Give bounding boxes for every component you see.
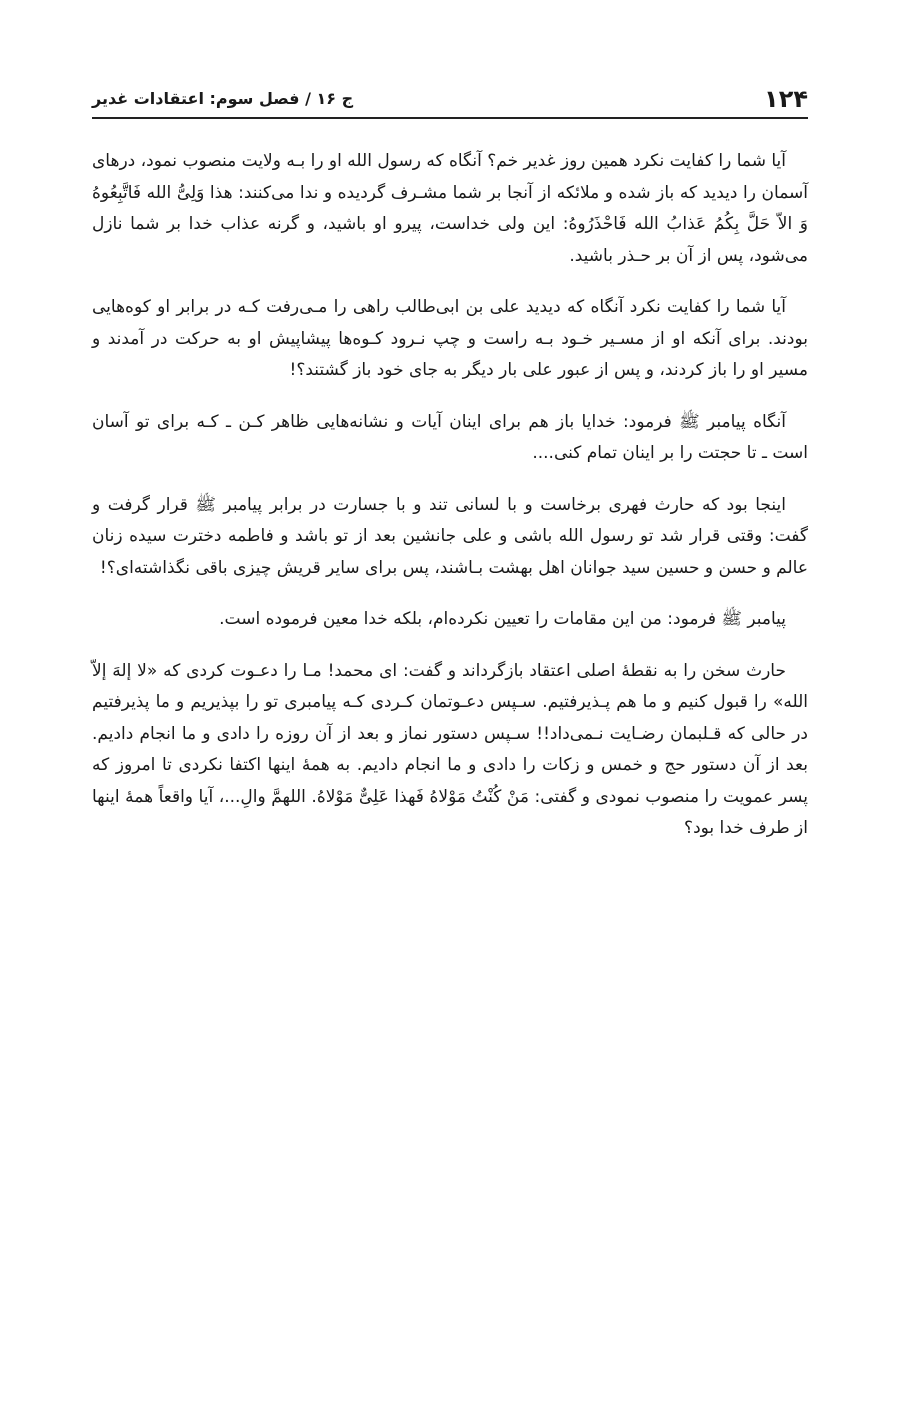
book-page — [92, 0, 808, 1405]
paragraph: حارث سخن را به نقطهٔ اصلی اعتقاد بازگرداند و گفت: ای محمد! مـا را دعـوت کردی که «لا إلهَ إلاّ الله» را قبول کنیم و ما هم پـذیرفتیم. سـپس دعـوتمان کـردی کـه پیامبری تو را بپذیریم و ما پذیرفتیم در حالی که قـلبمان رضـایت نـمی‌داد!! سـپس دستور نماز و بعد از آن روزه را دادی و ما انجام دادیم. بعد از آن دستور حج و خمس و زکات را دادی و ما انجام دادیم. به همهٔ اینها اکتفا نکردی تا امروز که پسر عمویت را منصوب نمودی و گفتی: مَنْ کُنْتُ مَوْلاهُ فَهذا عَلِیٌّ مَوْلاهُ. اللهمَّ والِ...، آیا واقعاً همهٔ اینها از طرف خدا بود؟ — [92, 660, 808, 838]
paragraph: آنگاه پیامبر ﷺ فرمود: خدایا باز هم برای اینان آیات و نشانه‌هایی ظاهر کـن ـ کـه برای تو آسان است ـ تا حجتت را بر اینان تمام کنی.... — [92, 411, 808, 463]
body-text — [92, 146, 808, 865]
paragraph: آیا شما را کفایت نکرد آنگاه که دیدید علی بن ابی‌طالب راهی را مـی‌رفت کـه در برابر او کوه‌هایی بودند. برای آنکه او از مسـیر خـود بـه راست و چپ نـرود کـوه‌ها پیشاپیش او به حرکت در آمدند و مسیر او را باز کردند، و پس از عبور علی بار دیگر به جای خود باز گشتند؟! — [92, 297, 808, 380]
paragraph: اینجا بود که حارث فهری برخاست و با لسانی تند و با جسارت در برابر پیامبر ﷺ قرار گرفت و گفت: وقتی قرار شد تو رسول الله باشی و علی جانشین بعد از تو باشد و فاطمه دخترت سیده زنان عالم و حسن و حسین سید جوانان اهل بهشت بـاشند، پس برای سایر قریش چیزی باقی نگذاشته‌ای؟! — [92, 494, 808, 578]
paragraph: آیا شما را کفایت نکرد همین روز غدیر خم؟ آنگاه که رسول الله او را بـه ولایت منصوب نمود، درهای آسمان را دیدید که باز شده و ملائکه از آنجا بر شما مشـرف گردیده و ندا می‌کنند: هذا وَلِیُّ الله فَاتَّبِعُوهُ وَ الاّ حَلَّ بِکُمُ عَذابُ الله فَاحْذَرُوهُ: این ولی خداست، پیرو او باشید، و گرنه عذاب خدا بر شما نازل می‌شود، پس از آن بر حـذر باشید. — [92, 151, 808, 266]
header-divider — [92, 117, 808, 119]
page-number: ۱۲۴ — [764, 85, 808, 113]
running-title: ج ۱۶ / فصل سوم: اعتقادات غدیر — [92, 89, 354, 108]
paragraph: پیامبر ﷺ فرمود: من این مقامات را تعیین نکرده‌ام، بلکه خدا معین فرموده است. — [219, 609, 786, 629]
page-header — [92, 72, 808, 114]
